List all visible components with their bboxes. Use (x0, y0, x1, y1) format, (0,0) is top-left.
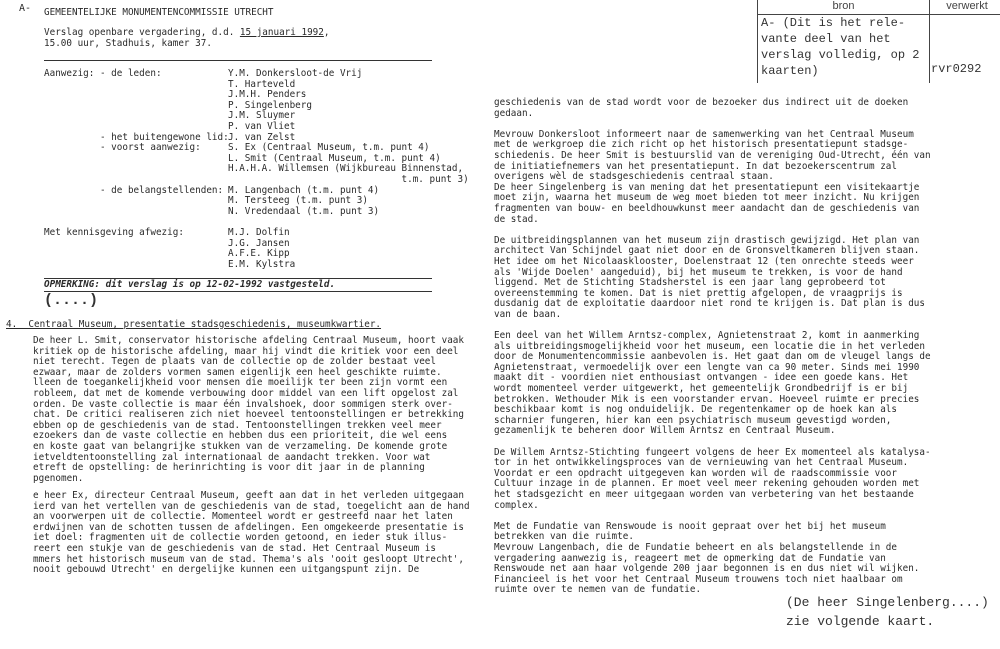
text-line: Mevrouw Donkersloot informeert naar de samenwerking van het Centraal Museum (494, 128, 914, 140)
text-line: etreft de opstelling: de herinrichting is voor dit jaar in de planning (33, 462, 425, 474)
text-line: De heer Singelenberg is van mening dat het presentatiepunt een visitekaartje (494, 181, 920, 193)
attendance-label: Met kennisgeving afwezig: (44, 226, 184, 238)
attendance-label: - de belangstellenden: (44, 184, 224, 196)
text-line: gezamenlijk te beheren door Willem Arntsz en Centraal Museum. (494, 425, 836, 437)
text-line: door de Monumentencommissie aanbevolen is. Het gaat dan om de vleugel langs de (494, 351, 931, 363)
attendee-name: J.M. Sluymer (228, 110, 296, 122)
continuation-line-2: zie volgende kaart. (786, 614, 935, 629)
text-line: niet terecht. Tegen de plaats van de collectie op de zolder bestaat veel (33, 356, 436, 368)
text-line: kritiek op de historische afdeling, maar hij vindt die kritiek voor een deel (33, 345, 459, 357)
text-line: De Willem Arntsz-Stichting fungeert volgens de heer Ex momenteel als katalysa- (494, 446, 931, 458)
column-header-source: bron (832, 0, 855, 12)
text-line: Met de Fundatie van Renswoude is nooit gepraat over het bij het museum (494, 520, 886, 532)
text-line: robleem, dat met de komende verbouwing door middel van een lift opgelost zal (33, 387, 459, 399)
text-line: De uitbreidingsplannen van het museum zijn drastisch gewijzigd. Het plan van (494, 234, 920, 246)
attendee-name: J. van Zelst (228, 131, 296, 143)
attendee-name: H.A.H.A. Willemsen (Wijkbureau Binnenstad, (228, 163, 464, 175)
attendee-name: t.m. punt 3) (228, 173, 469, 185)
text-line: maakt dit - voordien niet enthousiast ontvangen - idee een goede kans. Het (494, 372, 909, 384)
divider (44, 60, 432, 61)
text-line: geschiedenis van de stad wordt voor de bezoeker dus indirect uit de doeken (494, 97, 909, 108)
text-line: fragmenten van bouw- en beeldhouwkunst meer aandacht dan de geschiedenis van (494, 202, 920, 214)
source-line: kaarten) (761, 64, 819, 78)
text-line: Financieel is het voor het Centraal Museum trouwens toch niet haalbaar om (494, 573, 903, 585)
text-line: scharnier fungeren, hier kan een psychiatrisch museum gevestigd worden, (494, 414, 892, 426)
text-line: an voorwerpen uit de collectie. Momenteel wordt er gestreefd naar het laten (33, 511, 453, 523)
attendee-name: M.J. Dolfin (228, 226, 290, 238)
text-line: ezwaar, maar de zolders vormen samen eigenlijk een heel geschikte ruimte. (33, 366, 442, 378)
attendee-name: T. Harteveld (228, 78, 296, 90)
text-line: de initiatiefnemers van het presentatiepunt. In dat bezoekerscentrum zal (494, 160, 897, 172)
attendee-name: J.G. Jansen (228, 237, 290, 249)
text-line: Mevrouw Langenbach, die de Fundatie beheert en als belangstellende in de (494, 541, 897, 553)
text-line: reert een stukje van de geschiedenis van de stad. Het Centraal Museum is (33, 542, 436, 554)
continuation-note (786, 593, 989, 631)
text-line: orden. De vaste collectie is maar één invalshoek, door sommigen sterk over- (33, 398, 453, 410)
text-line: iet doel: fragmenten uit de collectie worden getoond, en ieder stuk illus- (33, 532, 448, 544)
meeting-time-place: 15.00 uur, Stadhuis, kamer 37. (44, 37, 212, 49)
text-line: ierd van het vertellen van de geschiedenis van de stad, toegelicht aan de hand (33, 500, 470, 512)
attendee-name: Y.M. Donkersloot-de Vrij (228, 68, 363, 79)
processed-code: rvr0292 (931, 62, 982, 76)
text-line: mmers het historisch museum van de stad. Thema's als 'ooit gesloopt Utrecht', (33, 553, 464, 565)
text-line: Agnietenstraat, vermoedelijk over een lengte van ca 90 meter. Sinds mei 1990 (494, 361, 920, 373)
source-line: vante deel van het (761, 32, 891, 46)
attendee-name: E.M. Kylstra (228, 258, 296, 270)
text-line: complex. (494, 499, 539, 511)
attendee-name: M. Langenbach (t.m. punt 4) (228, 184, 380, 196)
meeting-date: 15 januari 1992 (239, 27, 324, 38)
attendee-name: S. Ex (Centraal Museum, t.m. punt 4) (228, 142, 430, 154)
paragraph-smit (33, 336, 464, 484)
text-line: erdwijnen van de schotten tussen de afdelingen. Een omgekeerde presentatie is (33, 521, 464, 533)
text-line (494, 437, 931, 448)
text-line: liggend. Met de Stichting Stadsherstel is een jaar lang geprobeerd tot (494, 277, 886, 289)
text-line: gedaan. (494, 107, 534, 119)
attendee-name: P. Singelenberg (228, 99, 312, 111)
meeting-suffix: , (323, 27, 330, 38)
attendance-label: - voorst aanwezig: (44, 142, 201, 154)
text-line: moet zijn, waarna het museum de weg moet bieden tot meer inzicht. Nu krijgen (494, 192, 920, 204)
attendee-name: J.M.H. Penders (228, 89, 307, 101)
text-line: ezoekers dan de vaste collectie en hebben dus een prioriteit, die wel eens (33, 430, 448, 442)
text-line: chat. De critici realiseren zich niet hoeveel tentoonstellingen er betrekking (33, 409, 464, 421)
text-line: van de baan. (494, 308, 562, 320)
text-line: met de werkgroep die zich richt op het historisch presentatiepunt stadsge- (494, 139, 909, 151)
attendee-name: L. Smit (Centraal Museum, t.m. punt 4) (228, 152, 441, 164)
attendee-name: P. van Vliet (228, 120, 296, 132)
text-line: De heer L. Smit, conservator historische afdeling Centraal Museum, hoort vaak (33, 335, 464, 346)
card-marker: A- (19, 3, 32, 14)
text-line: dusdanig dat de exploitatie daardoor niet rond te krijgen is. Dat plan is dus (494, 298, 925, 310)
text-line: tor in het ontwikkelingsproces van de vernieuwing van het Centraal Museum. (494, 457, 909, 469)
text-line: ruimte over te nemen van de fundatie. (494, 584, 702, 596)
organization-heading: GEMEENTELIJKE MONUMENTENCOMMISSIE UTRECHT (44, 7, 274, 18)
text-line: het stadsgezicht en meer uitgegaan worden van verbetering van het bestaande (494, 488, 914, 500)
text-line: als 'Wijde Doelen' aangeduid), bij het museum te trekken, is voor de hand (494, 266, 903, 278)
section-title: 4. Centraal Museum, presentatie stadsgeschiedenis, museumkwartier. (6, 319, 382, 330)
continuation-line-1: (De heer Singelenberg....) (786, 595, 989, 610)
text-line: overigens wèl de stadsgeschiedenis centraal staan. (494, 171, 774, 183)
text-line: beschikbaar komt is nog onduidelijk. De regentenkamer op de hoek kan als (494, 404, 897, 416)
text-line: Het idee om het Nicolaasklooster, Doelenstraat 12 (ten onrechte steeds weer (494, 255, 914, 267)
right-column-text (494, 98, 931, 596)
approval-note: OPMERKING: dit verslag is op 12-02-1992 vastgesteld. (44, 279, 336, 290)
divider (44, 291, 432, 292)
column-divider (929, 0, 930, 83)
source-line: verslag volledig, op 2 (761, 48, 920, 62)
text-line: betrokken. Wethouder Mik is een voorstander ervan. Hoeveel ruimte er precies (494, 393, 920, 405)
text-line: ebben op de geschiedenis van de stad. Tentoonstellingen trekken veel meer (33, 419, 442, 431)
source-description (761, 15, 919, 79)
source-line: A- (Dit is het rele- (761, 16, 906, 30)
text-line: Een deel van het Willem Arntsz-complex, Agnietenstraat 2, komt in aanmerking (494, 330, 920, 342)
meeting-info (44, 28, 329, 49)
meeting-prefix: Verslag openbare vergadering, d.d. (44, 27, 240, 38)
text-line: overeenstemming te komen. Dat is niet prettig afgelopen, de vraagprijs is (494, 287, 903, 299)
attendee-name: A.F.E. Kipp (228, 248, 290, 260)
text-line: Renswoude net aan haar volgende 200 jaar begonnen is en dus niet wil wijken. (494, 563, 920, 575)
text-line: Voordat er een opdracht uitgegeven kan worden wil de raadscommissie voor (494, 467, 897, 479)
text-line: architect Van Schijndel gaat niet door en de Gronsveltkameren blijven staan. (494, 245, 920, 257)
text-line: als uitbreidingsmogelijkheid voor het museum, een locatie die in het verleden (494, 340, 925, 352)
card-source-table (757, 0, 1000, 83)
text-line: e heer Ex, directeur Centraal Museum, geeft aan dat in het verleden uitgegaan (33, 490, 464, 501)
paragraph-ex (33, 491, 470, 576)
attendance-label: - het buitengewone lid: (44, 131, 229, 143)
text-line: lleen de toegankelijkheid voor mensen die moeilijk ter been zijn vormt een (33, 377, 448, 389)
text-line: schiedenis. De heer Smit is bestuurslid van de vereniging Oud-Utrecht, één van (494, 149, 931, 161)
text-line: en koste gaat van belangrijke stukken van de verzameling. De komende grote (33, 440, 448, 452)
column-header-processed: verwerkt (946, 0, 988, 12)
attendance-label: Aanwezig: - de leden: (44, 68, 162, 79)
text-line: ietveldtentoonstelling zal internationaal de aandacht trekken. Voor wat (33, 451, 431, 463)
text-line: Cultuur inzage in de plannen. Er moet veel meer rekening gehouden worden met (494, 478, 920, 490)
text-line: nooit gebouwd Utrecht' en dergelijke kunnen een uitgangspunt zijn. De (33, 564, 420, 576)
text-line: pgenomen. (33, 472, 84, 484)
text-line: betrekken van die ruimte. (494, 531, 634, 543)
text-line: de stad. (494, 213, 539, 225)
omission-marker: (....) (44, 292, 99, 309)
attendee-name: N. Vredendaal (t.m. punt 3) (228, 205, 380, 217)
attendee-name: M. Tersteeg (t.m. punt 3) (228, 195, 368, 207)
text-line: vergadering aanwezig is, reageert met de opmerking dat de Fundatie van (494, 552, 886, 564)
text-line: wordt momenteel verder uitgewerkt, het gemeentelijk Grondbedrijf is er bij (494, 383, 909, 395)
